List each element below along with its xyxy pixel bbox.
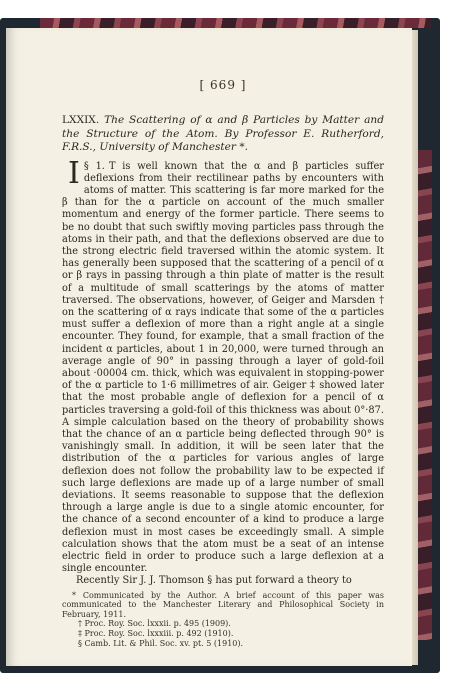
footnotes	[62, 591, 384, 649]
paragraph-1-text: T is well known that the α and β particles suffer deflexions from their rectilinear paths by encounters with atoms of matter. This scattering is far more marked for the β than for the α particle on account of the much smaller momentum and energy of the former particle. There seems to be no doubt that such swiftly moving particles pass through the atoms in their path, and that the deflexions observed are due to the strong electric field traversed within the atomic system. It has generally been supposed that the scattering of a pencil of α or β rays in passing through a thin plate of matter is the result of a multitude of small scatterings by the atoms of matter traversed. The observations, however, of Geiger and Marsden † on the scattering of α rays indicate that some of the α particles must suffer a deflexion of more than a right angle at a single encounter. They found, for example, that a small fraction of the incident α particles, about 1 in 20,000, were turned through an average angle of 90° in passing through a layer of gold-foil about ·00004 cm. thick, which was equivalent in stopping-power of the α particle to 1·6 millimetres of air. Geiger ‡ showed later that the most probable angle of deflexion for a pencil of α particles traversing a gold-foil of this thickness was about 0°·87. A simple calculation based on the theory of probability shows that the chance of an α particle being deflected through 90° is vanishingly small. In addition, it will be seen later that the distribution of the α particles for various angles of large deflexion does not follow the probability law to be expected if such large deflexions are made up of a large number of small deviations. It seems reasonable to suppose that the deflexion through a large angle is due to a single atomic encounter, for the chance of a second encounter of a kind to produce a large deflexion must in most cases be exceedingly small. A simple calculation shows that the atom must be a seat of an intense electric field in order to produce such a large deflexion at a single encounter.	[62, 160, 384, 575]
section-mark: § 1.	[83, 160, 105, 172]
marbled-board-right	[418, 150, 432, 640]
page-number: [ 669 ]	[199, 78, 247, 92]
article-title	[62, 114, 384, 155]
footnote-4: § Camb. Lit. & Phil. Soc. xv. pt. 5 (1910).	[78, 638, 244, 648]
marbled-board-top	[40, 18, 432, 28]
paragraph-1	[62, 155, 384, 576]
footnote-3: ‡ Proc. Roy. Soc. lxxxiii. p. 492 (1910).	[78, 628, 234, 638]
drop-capital: I	[68, 155, 80, 191]
page-content	[62, 78, 384, 648]
article-number: LXXIX.	[62, 114, 100, 126]
footnote-2: † Proc. Roy. Soc. lxxxii. p. 495 (1909).	[78, 619, 231, 629]
paragraph-2: Recently Sir J. J. Thomson § has put forward a theory to	[76, 575, 352, 587]
footnote-1: * Communicated by the Author. A brief account of this paper was communicated to the Manchester Literary and Philosophical Society in February, 1911.	[62, 590, 384, 619]
book-page	[6, 28, 412, 666]
article-title-text: The Scattering of α and β Particles by Matter and the Structure of the Atom. By Professor E. Rutherford, F.R.S., University of Manchester *.	[62, 114, 384, 153]
